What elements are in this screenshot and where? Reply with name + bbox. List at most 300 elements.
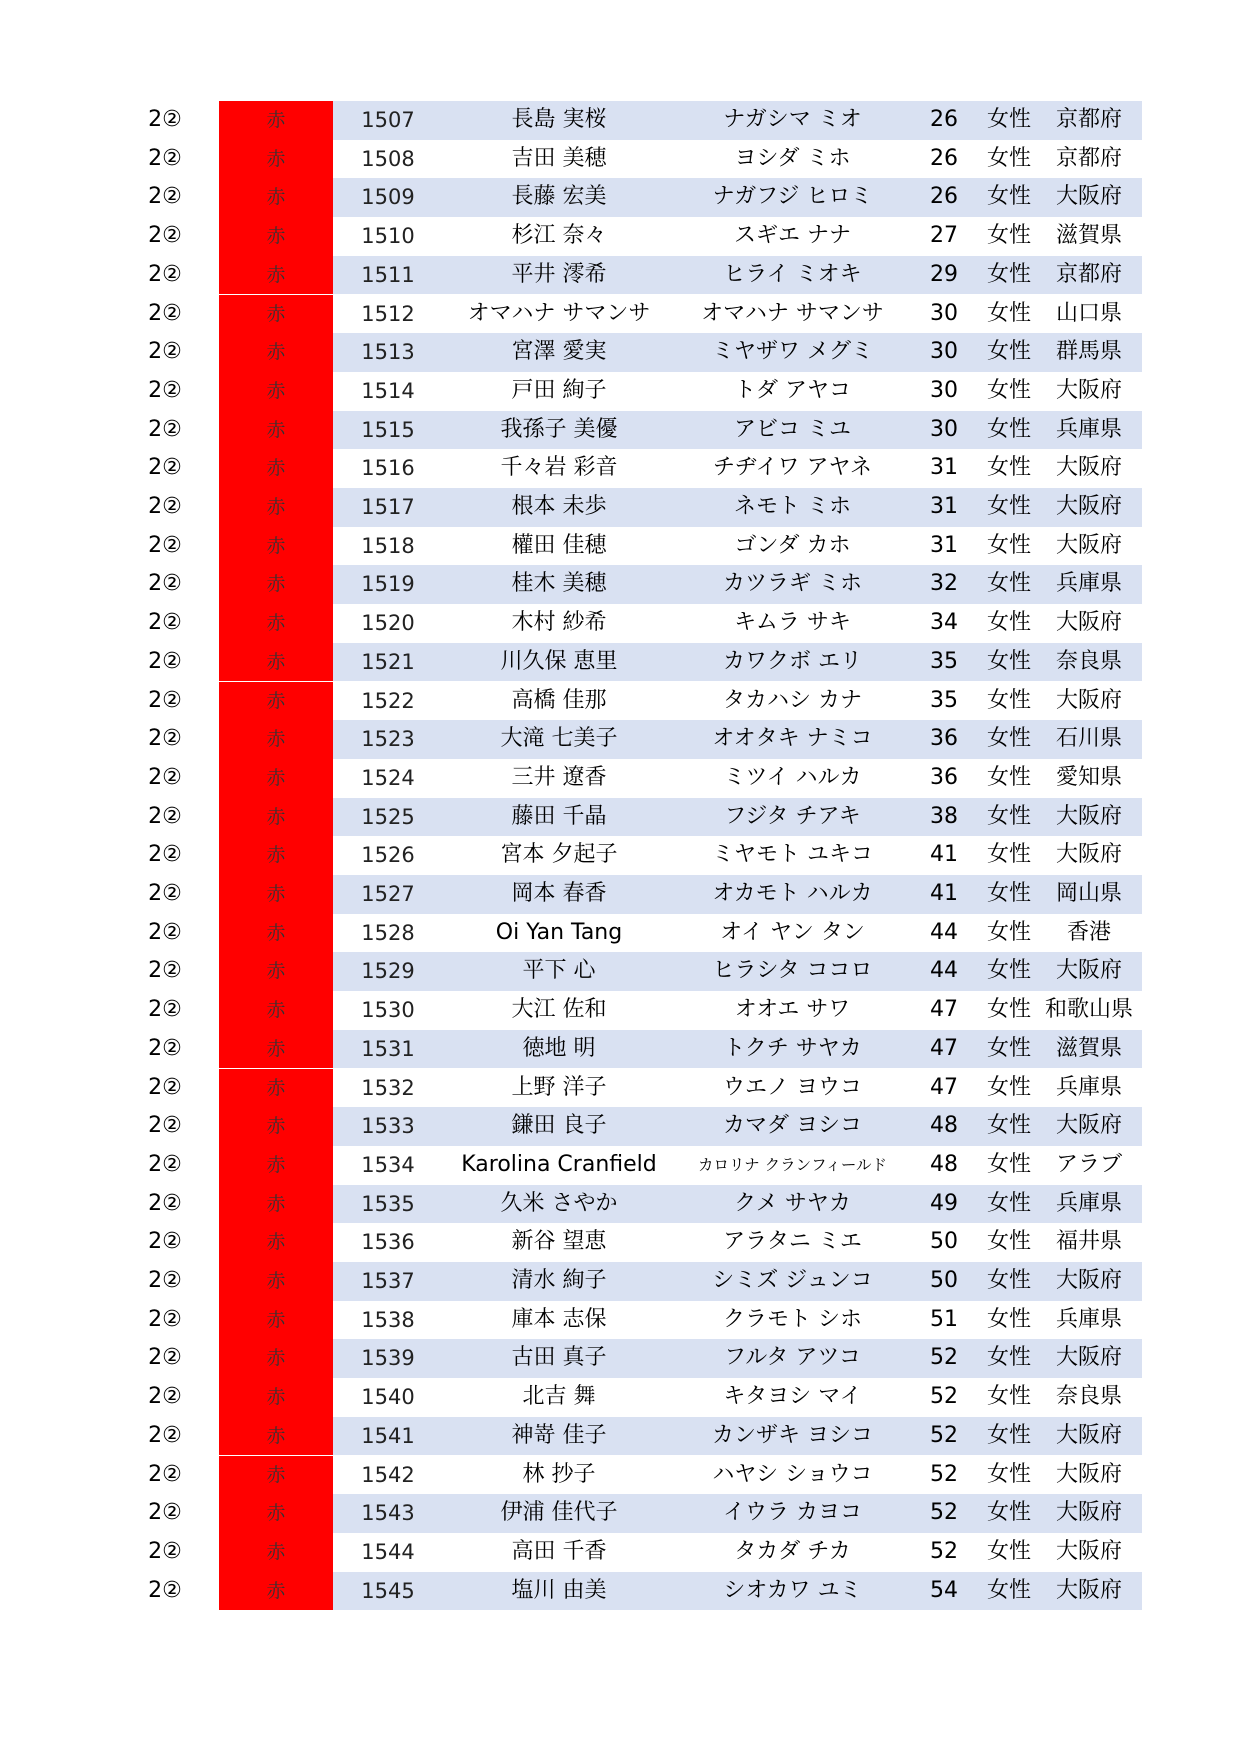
table-row — [0, 217, 1240, 256]
table-row — [0, 875, 1240, 914]
entry-number-cell: 1538 — [361, 1307, 415, 1332]
entry-number-cell: 1520 — [361, 611, 415, 636]
entry-number-cell: 1537 — [361, 1269, 415, 1293]
age-cell: 50 — [930, 1229, 958, 1255]
kana-cell: ミヤモト ユキコ — [712, 842, 873, 868]
age-cell: 32 — [930, 571, 958, 597]
kana-cell: オオエ サワ — [734, 997, 851, 1023]
name-cell: 戸田 絢子 — [511, 377, 607, 403]
table-row — [0, 952, 1240, 991]
gender-cell: 女性 — [986, 726, 1031, 752]
age-cell: 31 — [930, 494, 958, 519]
entry-number-cell: 1519 — [361, 572, 415, 597]
gender-cell: 女性 — [986, 1113, 1031, 1139]
prefecture-cell: 大阪府 — [1055, 455, 1122, 481]
gender-cell: 女性 — [986, 1151, 1031, 1177]
color-tag-cell: 赤 — [219, 991, 333, 1030]
entry-number-cell: 1534 — [361, 1152, 415, 1177]
entry-number-cell: 1514 — [361, 378, 415, 403]
color-tag-cell: 赤 — [219, 1223, 333, 1262]
name-cell: 我孫子 美優 — [500, 416, 618, 442]
gender-cell: 女性 — [986, 997, 1031, 1023]
gender-cell: 女性 — [986, 919, 1031, 945]
prefecture-cell: アラブ — [1055, 1151, 1122, 1177]
color-tag-cell: 赤 — [219, 101, 333, 140]
gender-cell: 女性 — [986, 803, 1031, 829]
entry-number-cell: 1541 — [361, 1423, 415, 1448]
name-cell: 新谷 望恵 — [511, 1229, 607, 1255]
gender-cell: 女性 — [986, 261, 1031, 287]
group-cell: 2② — [148, 494, 182, 519]
group-cell: 2② — [148, 455, 182, 481]
group-cell: 2② — [148, 881, 182, 906]
group-cell: 2② — [148, 377, 182, 403]
prefecture-cell: 大阪府 — [1055, 377, 1122, 403]
age-cell: 52 — [930, 1422, 958, 1448]
entry-number-cell: 1527 — [361, 882, 415, 906]
entry-number-cell: 1513 — [361, 340, 415, 365]
gender-cell: 女性 — [986, 107, 1031, 132]
prefecture-cell: 大阪府 — [1055, 610, 1122, 636]
color-tag-cell: 赤 — [219, 295, 333, 334]
color-tag-cell: 赤 — [219, 1069, 333, 1108]
table-row — [0, 836, 1240, 875]
name-cell: 吉田 美穂 — [511, 145, 607, 171]
prefecture-cell: 兵庫県 — [1055, 571, 1122, 597]
kana-cell: ハヤシ ショウコ — [712, 1461, 873, 1487]
name-cell: 長藤 宏美 — [511, 184, 607, 210]
age-cell: 30 — [930, 339, 958, 365]
entry-number-cell: 1530 — [361, 998, 415, 1023]
color-tag-cell: 赤 — [219, 682, 333, 721]
group-cell: 2② — [148, 1151, 182, 1177]
color-tag-cell: 赤 — [219, 256, 333, 295]
age-cell: 30 — [930, 416, 958, 442]
group-cell: 2② — [148, 842, 182, 868]
color-tag-cell: 赤 — [219, 643, 333, 682]
kana-cell: ヒラシタ ココロ — [712, 958, 873, 984]
color-tag-cell: 赤 — [219, 527, 333, 566]
color-tag-cell: 赤 — [219, 565, 333, 604]
table-row — [0, 140, 1240, 179]
group-cell: 2② — [148, 997, 182, 1023]
prefecture-cell: 岡山県 — [1055, 881, 1122, 906]
prefecture-cell: 大阪府 — [1055, 687, 1122, 713]
table-row — [0, 449, 1240, 488]
age-cell: 26 — [930, 145, 958, 171]
group-cell: 2② — [148, 1268, 182, 1293]
entry-number-cell: 1518 — [361, 533, 415, 558]
kana-cell: タカハシ カナ — [723, 687, 862, 713]
age-cell: 36 — [930, 764, 958, 790]
prefecture-cell: 和歌山県 — [1044, 997, 1133, 1023]
name-cell: 木村 紗希 — [511, 610, 607, 636]
age-cell: 27 — [930, 223, 958, 249]
kana-cell: シミズ ジュンコ — [712, 1268, 873, 1293]
gender-cell: 女性 — [986, 610, 1031, 636]
prefecture-cell: 大阪府 — [1055, 494, 1122, 519]
gender-cell: 女性 — [986, 1384, 1031, 1410]
name-cell: 大滝 七美子 — [500, 726, 618, 752]
age-cell: 41 — [930, 842, 958, 868]
entry-number-cell: 1509 — [361, 185, 415, 210]
color-tag-cell: 赤 — [219, 1494, 333, 1533]
name-cell: 大江 佐和 — [511, 997, 607, 1023]
name-cell: 古田 真子 — [511, 1345, 607, 1371]
age-cell: 52 — [930, 1461, 958, 1487]
kana-cell: フジタ チアキ — [724, 803, 861, 829]
table-row — [0, 759, 1240, 798]
prefecture-cell: 愛知県 — [1055, 764, 1122, 790]
kana-cell: オイ ヤン タン — [720, 919, 865, 945]
kana-cell: スギエ ナナ — [734, 223, 851, 249]
kana-cell: ミヤザワ メグミ — [712, 339, 873, 365]
color-tag-cell: 赤 — [219, 372, 333, 411]
name-cell: 三井 遼香 — [511, 764, 607, 790]
gender-cell: 女性 — [986, 1461, 1031, 1487]
entry-number-cell: 1525 — [361, 804, 415, 829]
entry-number-cell: 1524 — [361, 765, 415, 790]
group-cell: 2② — [148, 764, 182, 790]
prefecture-cell: 大阪府 — [1055, 1268, 1122, 1293]
kana-cell: カロリナ クランフィールド — [697, 1155, 888, 1174]
prefecture-cell: 群馬県 — [1055, 339, 1122, 365]
entry-number-cell: 1545 — [361, 1578, 415, 1603]
entry-number-cell: 1535 — [361, 1191, 415, 1216]
table-row — [0, 991, 1240, 1030]
group-cell: 2② — [148, 184, 182, 210]
name-cell: 塩川 由美 — [511, 1577, 607, 1603]
gender-cell: 女性 — [986, 377, 1031, 403]
table-row — [0, 1378, 1240, 1417]
name-cell: 庫本 志保 — [511, 1306, 607, 1332]
age-cell: 48 — [930, 1113, 958, 1139]
color-tag-cell: 赤 — [219, 1417, 333, 1456]
group-cell: 2② — [148, 610, 182, 636]
gender-cell: 女性 — [986, 1577, 1031, 1603]
gender-cell: 女性 — [986, 416, 1031, 442]
group-cell: 2② — [148, 300, 182, 326]
age-cell: 26 — [930, 107, 958, 132]
name-cell: 伊浦 佳代子 — [500, 1500, 618, 1526]
group-cell: 2② — [148, 1577, 182, 1603]
name-cell: 宮本 夕起子 — [500, 842, 618, 868]
table-row — [0, 333, 1240, 372]
prefecture-cell: 香港 — [1066, 919, 1111, 945]
color-tag-cell: 赤 — [219, 875, 333, 914]
age-cell: 44 — [930, 958, 958, 984]
prefecture-cell: 大阪府 — [1055, 1461, 1122, 1487]
entry-number-cell: 1526 — [361, 843, 415, 868]
color-tag-cell: 赤 — [219, 140, 333, 179]
table-row — [0, 720, 1240, 759]
prefecture-cell: 兵庫県 — [1055, 1190, 1122, 1216]
gender-cell: 女性 — [986, 532, 1031, 558]
color-tag-cell: 赤 — [219, 604, 333, 643]
gender-cell: 女性 — [986, 300, 1031, 326]
group-cell: 2② — [148, 145, 182, 171]
gender-cell: 女性 — [986, 1345, 1031, 1371]
gender-cell: 女性 — [986, 1500, 1031, 1526]
entry-number-cell: 1531 — [361, 1036, 415, 1061]
kana-cell: カンザキ ヨシコ — [712, 1422, 873, 1448]
color-tag-cell: 赤 — [219, 178, 333, 217]
kana-cell: トクチ サヤカ — [723, 1035, 862, 1061]
table-row — [0, 1417, 1240, 1456]
gender-cell: 女性 — [986, 1074, 1031, 1100]
color-tag-cell: 赤 — [219, 1030, 333, 1069]
group-cell: 2② — [148, 339, 182, 365]
kana-cell: ヨシダ ミホ — [734, 145, 851, 171]
color-tag-cell: 赤 — [219, 1533, 333, 1572]
table-row — [0, 1107, 1240, 1146]
age-cell: 48 — [930, 1151, 958, 1177]
prefecture-cell: 大阪府 — [1055, 803, 1122, 829]
entry-number-cell: 1515 — [361, 417, 415, 442]
name-cell: 宮澤 愛実 — [511, 339, 607, 365]
name-cell: 長島 実桜 — [511, 107, 607, 132]
prefecture-cell: 京都府 — [1055, 261, 1122, 287]
color-tag-cell: 赤 — [219, 1456, 333, 1495]
table-row — [0, 1146, 1240, 1185]
prefecture-cell: 大阪府 — [1055, 1500, 1122, 1526]
entry-number-cell: 1528 — [361, 920, 415, 945]
prefecture-cell: 大阪府 — [1055, 842, 1122, 868]
entry-number-cell: 1521 — [361, 649, 415, 674]
table-row — [0, 411, 1240, 450]
color-tag-cell: 赤 — [219, 952, 333, 991]
name-cell: 林 抄子 — [522, 1461, 596, 1487]
table-row — [0, 1301, 1240, 1340]
kana-cell: アラタニ ミエ — [723, 1229, 862, 1255]
entry-number-cell: 1511 — [361, 262, 415, 287]
table-row — [0, 1223, 1240, 1262]
kana-cell: イウラ カヨコ — [723, 1500, 862, 1526]
age-cell: 47 — [930, 997, 958, 1023]
group-cell: 2② — [148, 1190, 182, 1216]
kana-cell: キタヨシ マイ — [723, 1384, 862, 1410]
table-row — [0, 1262, 1240, 1301]
kana-cell: オマハナ サマンサ — [701, 300, 884, 326]
gender-cell: 女性 — [986, 958, 1031, 984]
age-cell: 52 — [930, 1345, 958, 1371]
table-row — [0, 295, 1240, 334]
table-row — [0, 565, 1240, 604]
entry-number-cell: 1539 — [361, 1346, 415, 1371]
kana-cell: ナガシマ ミオ — [723, 107, 862, 132]
name-cell: 高橋 佳那 — [511, 687, 607, 713]
table-row — [0, 798, 1240, 837]
age-cell: 52 — [930, 1538, 958, 1564]
color-tag-cell: 赤 — [219, 333, 333, 372]
gender-cell: 女性 — [986, 687, 1031, 713]
kana-cell: ネモト ミホ — [734, 494, 851, 519]
color-tag-cell: 赤 — [219, 720, 333, 759]
group-cell: 2② — [148, 1074, 182, 1100]
prefecture-cell: 滋賀県 — [1055, 1035, 1122, 1061]
table-row — [0, 914, 1240, 953]
kana-cell: アビコ ミユ — [734, 416, 851, 442]
name-cell: 千々岩 彩音 — [500, 455, 618, 481]
kana-cell: ナガフジ ヒロミ — [712, 184, 873, 210]
kana-cell: チヂイワ アヤネ — [712, 455, 872, 481]
gender-cell: 女性 — [986, 494, 1031, 519]
table-row — [0, 643, 1240, 682]
entry-number-cell: 1532 — [361, 1075, 415, 1100]
age-cell: 30 — [930, 377, 958, 403]
name-cell: オマハナ サマンサ — [467, 300, 651, 326]
prefecture-cell: 大阪府 — [1055, 958, 1122, 984]
group-cell: 2② — [148, 223, 182, 249]
age-cell: 26 — [930, 184, 958, 210]
table-row — [0, 1533, 1240, 1572]
age-cell: 38 — [930, 803, 958, 829]
name-cell: 桂木 美穂 — [511, 571, 607, 597]
prefecture-cell: 奈良県 — [1055, 648, 1122, 674]
age-cell: 51 — [930, 1306, 958, 1332]
name-cell: 清水 絢子 — [511, 1268, 607, 1293]
kana-cell: ゴンダ カホ — [734, 532, 851, 558]
group-cell: 2② — [148, 107, 182, 132]
table-row — [0, 1185, 1240, 1224]
kana-cell: ウエノ ヨウコ — [723, 1074, 862, 1100]
group-cell: 2② — [148, 532, 182, 558]
age-cell: 35 — [930, 687, 958, 713]
color-tag-cell: 赤 — [219, 759, 333, 798]
kana-cell: カワクボ エリ — [723, 648, 862, 674]
age-cell: 52 — [930, 1384, 958, 1410]
group-cell: 2② — [148, 1229, 182, 1255]
table-row — [0, 178, 1240, 217]
entry-number-cell: 1512 — [361, 301, 415, 326]
kana-cell: ヒライ ミオキ — [723, 261, 862, 287]
group-cell: 2② — [148, 919, 182, 945]
color-tag-cell: 赤 — [219, 1301, 333, 1340]
kana-cell: トダ アヤコ — [734, 377, 851, 403]
prefecture-cell: 石川県 — [1055, 726, 1122, 752]
entry-number-cell: 1510 — [361, 224, 415, 249]
group-cell: 2② — [148, 571, 182, 597]
gender-cell: 女性 — [986, 339, 1031, 365]
color-tag-cell: 赤 — [219, 1262, 333, 1301]
table-row — [0, 1339, 1240, 1378]
name-cell: 久米 さやか — [500, 1190, 618, 1216]
prefecture-cell: 大阪府 — [1055, 1577, 1122, 1603]
gender-cell: 女性 — [986, 145, 1031, 171]
group-cell: 2② — [148, 1345, 182, 1371]
age-cell: 52 — [930, 1500, 958, 1526]
gender-cell: 女性 — [986, 1035, 1031, 1061]
table-row — [0, 372, 1240, 411]
group-cell: 2② — [148, 1538, 182, 1564]
gender-cell: 女性 — [986, 1229, 1031, 1255]
prefecture-cell: 兵庫県 — [1055, 416, 1122, 442]
group-cell: 2② — [148, 958, 182, 984]
gender-cell: 女性 — [986, 842, 1031, 868]
color-tag-cell: 赤 — [219, 1339, 333, 1378]
prefecture-cell: 大阪府 — [1055, 184, 1122, 210]
prefecture-cell: 大阪府 — [1055, 1422, 1122, 1448]
gender-cell: 女性 — [986, 1268, 1031, 1293]
group-cell: 2② — [148, 648, 182, 674]
entry-number-cell: 1523 — [361, 727, 415, 752]
age-cell: 29 — [930, 261, 958, 287]
gender-cell: 女性 — [986, 455, 1031, 481]
gender-cell: 女性 — [986, 881, 1031, 906]
prefecture-cell: 兵庫県 — [1055, 1306, 1122, 1332]
age-cell: 31 — [930, 532, 958, 558]
prefecture-cell: 京都府 — [1055, 145, 1122, 171]
group-cell: 2② — [148, 261, 182, 287]
table-row — [0, 1572, 1240, 1611]
age-cell: 36 — [930, 726, 958, 752]
color-tag-cell: 赤 — [219, 836, 333, 875]
table-row — [0, 1069, 1240, 1108]
name-cell: 北吉 舞 — [522, 1384, 596, 1410]
group-cell: 2② — [148, 1035, 182, 1061]
gender-cell: 女性 — [986, 184, 1031, 210]
age-cell: 54 — [930, 1577, 958, 1603]
group-cell: 2② — [148, 803, 182, 829]
age-cell: 50 — [930, 1268, 958, 1293]
gender-cell: 女性 — [986, 648, 1031, 674]
age-cell: 41 — [930, 881, 958, 906]
table-row — [0, 488, 1240, 527]
color-tag-cell: 赤 — [219, 411, 333, 450]
prefecture-cell: 兵庫県 — [1055, 1074, 1122, 1100]
kana-cell: クメ サヤカ — [734, 1190, 851, 1216]
color-tag-cell: 赤 — [219, 914, 333, 953]
prefecture-cell: 京都府 — [1055, 107, 1122, 132]
entry-number-cell: 1517 — [361, 495, 415, 519]
table-row — [0, 682, 1240, 721]
gender-cell: 女性 — [986, 571, 1031, 597]
color-tag-cell: 赤 — [219, 1146, 333, 1185]
gender-cell: 女性 — [986, 223, 1031, 249]
prefecture-cell: 大阪府 — [1055, 1113, 1122, 1139]
color-tag-cell: 赤 — [219, 1107, 333, 1146]
prefecture-cell: 山口県 — [1055, 300, 1122, 326]
name-cell: 徳地 明 — [522, 1035, 596, 1061]
age-cell: 47 — [930, 1035, 958, 1061]
name-cell: 上野 洋子 — [511, 1074, 607, 1100]
name-cell: 藤田 千晶 — [511, 803, 607, 829]
entry-number-cell: 1522 — [361, 688, 415, 713]
kana-cell: カツラギ ミホ — [723, 571, 862, 597]
entry-number-cell: 1542 — [361, 1462, 415, 1487]
entry-number-cell: 1540 — [361, 1385, 415, 1410]
name-cell: 神嵜 佳子 — [511, 1422, 607, 1448]
group-cell: 2② — [148, 726, 182, 752]
color-tag-cell: 赤 — [219, 1572, 333, 1611]
color-tag-cell: 赤 — [219, 488, 333, 527]
group-cell: 2② — [148, 1384, 182, 1410]
gender-cell: 女性 — [986, 1306, 1031, 1332]
entry-number-cell: 1529 — [361, 959, 415, 984]
prefecture-cell: 奈良県 — [1055, 1384, 1122, 1410]
group-cell: 2② — [148, 1461, 182, 1487]
entry-number-cell: 1533 — [361, 1114, 415, 1139]
table-row — [0, 527, 1240, 566]
kana-cell: タカダ チカ — [734, 1538, 851, 1564]
kana-cell: オオタキ ナミコ — [712, 726, 873, 752]
entry-number-cell: 1508 — [361, 146, 415, 171]
name-cell: 權田 佳穂 — [511, 532, 607, 558]
prefecture-cell: 大阪府 — [1055, 1538, 1122, 1564]
prefecture-cell: 大阪府 — [1055, 532, 1122, 558]
color-tag-cell: 赤 — [219, 798, 333, 837]
table-row — [0, 1494, 1240, 1533]
